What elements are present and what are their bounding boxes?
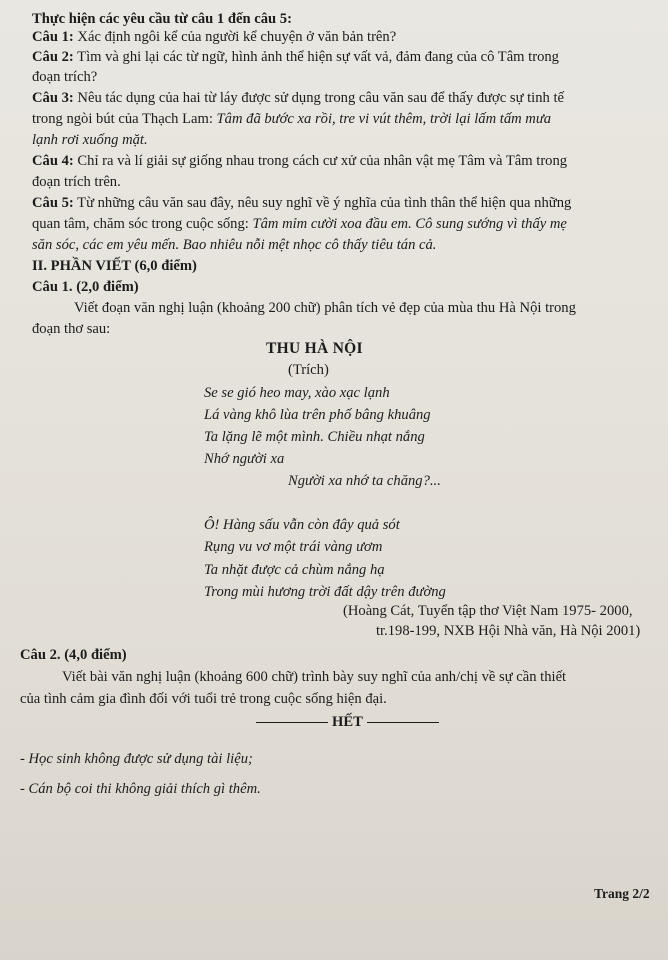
poem-line: Người xa nhớ ta chăng?... <box>288 473 441 489</box>
note-1: - Học sinh không được sử dụng tài liệu; <box>20 751 253 767</box>
note-2: - Cán bộ coi thi không giải thích gì thêm. <box>20 781 261 797</box>
question-2-label: Câu 2: <box>32 49 74 65</box>
question-3-continuation <box>32 110 551 128</box>
poem-title: THU HÀ NỘI <box>266 340 363 357</box>
poem-line: Trong mùi hương trời đất dậy trên đường <box>204 584 446 600</box>
question-2-text: Tìm và ghi lại các từ ngữ, hình ảnh thể hiện sự vất vả, đảm đang của cô Tâm trong <box>77 49 559 65</box>
question-5-text: Từ những câu văn sau đây, nêu suy nghĩ về ý nghĩa của tình thân thể hiện qua những <box>77 195 572 211</box>
question-5-quote-end: săn sóc, các em yêu mến. Bao nhiêu nỗi mệt nhọc cô thấy tiêu tán cả. <box>32 237 437 253</box>
writing-question-2-text: Viết bài văn nghị luận (khoảng 600 chữ) trình bày suy nghĩ của anh/chị về sự cần thiết <box>62 669 567 685</box>
question-3-label: Câu 3: <box>32 90 74 106</box>
poem-line: Nhớ người xa <box>204 451 285 467</box>
poem-subtitle: (Trích) <box>288 362 329 378</box>
question-3 <box>32 89 564 107</box>
writing-question-1-text: Viết đoạn văn nghị luận (khoảng 200 chữ) phân tích vẻ đẹp của mùa thu Hà Nội trong <box>74 300 576 316</box>
writing-question-2-continuation: của tình cảm gia đình đối với tuổi trẻ trong cuộc sống hiện đại. <box>20 691 387 707</box>
writing-question-1-label: Câu 1. (2,0 điểm) <box>32 279 139 295</box>
question-1 <box>32 28 396 46</box>
question-4 <box>32 152 567 170</box>
poem-source-line-2: tr.198-199, NXB Hội Nhà văn, Hà Nội 2001) <box>376 623 641 639</box>
question-4-label: Câu 4: <box>32 153 74 169</box>
question-5-label: Câu 5: <box>32 195 74 211</box>
writing-question-1-continuation: đoạn thơ sau: <box>32 321 111 337</box>
question-1-text: Xác định ngôi kể của người kể chuyện ở văn bản trên? <box>77 29 397 45</box>
writing-question-2-label: Câu 2. (4,0 điểm) <box>20 647 127 663</box>
question-4-continuation: đoạn trích trên. <box>32 174 121 190</box>
section-2-heading: II. PHẦN VIẾT (6,0 điểm) <box>32 258 197 274</box>
question-2 <box>32 48 559 66</box>
question-4-text: Chỉ ra và lí giải sự giống nhau trong cách cư xử của nhân vật mẹ Tâm và Tâm trong <box>77 153 568 169</box>
poem-line: Ta lặng lẽ một mình. Chiều nhạt nắng <box>204 429 425 445</box>
poem-source-line-1: (Hoàng Cát, Tuyển tập thơ Việt Nam 1975- 2000, <box>343 603 633 619</box>
end-rule-right <box>367 722 439 723</box>
question-5-quote: Tâm mỉm cười xoa đầu em. Cô sung sướng vì thấy mẹ <box>252 216 567 232</box>
poem-line: Ô! Hàng sấu vẫn còn đây quả sót <box>204 517 400 533</box>
poem-line: Se se gió heo may, xào xạc lạnh <box>204 385 390 401</box>
end-text: HẾT <box>332 714 363 730</box>
question-1-label: Câu 1: <box>32 29 74 45</box>
question-5 <box>32 194 571 212</box>
instruction-heading: Thực hiện các yêu cầu từ câu 1 đến câu 5: <box>32 11 292 27</box>
question-3-quote-end: lạnh rơi xuống mặt. <box>32 132 148 148</box>
page-number: Trang 2/2 <box>594 886 650 901</box>
question-2-continuation: đoạn trích? <box>32 69 98 85</box>
poem-line: Lá vàng khô lùa trên phố bâng khuâng <box>204 407 431 423</box>
question-3-quote: Tâm đã bước xa rồi, tre vi vút thêm, trời lại lấm tấm mưa <box>216 111 552 127</box>
question-5-text-cont: quan tâm, chăm sóc trong cuộc sống: <box>32 216 249 232</box>
question-3-text: Nêu tác dụng của hai từ láy được sử dụng trong câu văn sau để thấy được sự tinh tế <box>77 90 565 106</box>
end-marker <box>252 713 443 731</box>
poem-line: Ta nhặt được cả chùm nắng hạ <box>204 562 385 578</box>
question-3-text-cont: trong ngòi bút của Thạch Lam: <box>32 111 213 127</box>
poem-line: Rụng vu vơ một trái vàng ươm <box>204 539 383 555</box>
end-rule-left <box>256 722 328 723</box>
question-5-continuation <box>32 215 567 233</box>
